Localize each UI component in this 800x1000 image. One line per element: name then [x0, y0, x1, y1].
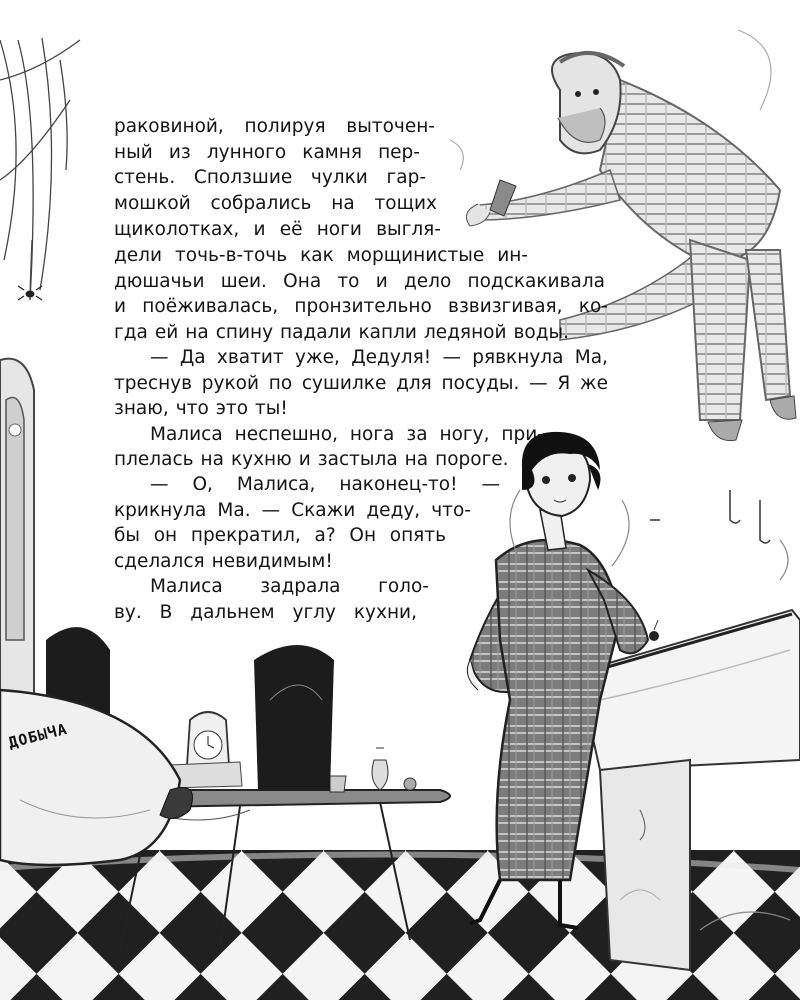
text-line: гда ей на спину падали капли ледяной воды.	[114, 322, 570, 343]
text-line: мошкой собрались на тощих	[114, 193, 437, 214]
text-line: треснув рукой по сушилке для посуды. — Я же	[114, 373, 608, 394]
text-line: Малиса неспешно, нога за ногу, при-	[150, 424, 544, 445]
text-line: ный из лунного камня пер-	[114, 142, 420, 163]
text-line: дюшачьи шеи. Она то и дело подскакивала	[114, 271, 605, 292]
text-line: — О, Малиса, наконец-то! —	[150, 474, 500, 495]
text-line: и поёживалась, пронзительно взвизгивая, ко-	[114, 296, 608, 317]
sack-label: ДОБЫЧА	[6, 719, 70, 752]
text-line: крикнула Ма. — Скажи деду, что-	[114, 500, 471, 521]
text-line: дели точь-в-точь как морщинистые ин-	[114, 245, 528, 266]
text-line: щиколотках, и её ноги выгля-	[114, 219, 441, 240]
text-line: раковиной, полируя выточен-	[114, 116, 435, 137]
text-line: Малиса задрала голо-	[150, 576, 429, 597]
text-line: плелась на кухню и застыла на пороге.	[114, 449, 509, 470]
text-line: ву. В дальнем углу кухни,	[114, 602, 417, 623]
text-line: стень. Сползшие чулки гар-	[114, 167, 426, 188]
text-line: сделался невидимым!	[114, 551, 333, 572]
text-line: — Да хватит уже, Дедуля! — рявкнула Ма,	[150, 347, 608, 368]
text-line: знаю, что это ты!	[114, 398, 288, 419]
text-line: бы он прекратил, а? Он опять	[114, 525, 446, 546]
